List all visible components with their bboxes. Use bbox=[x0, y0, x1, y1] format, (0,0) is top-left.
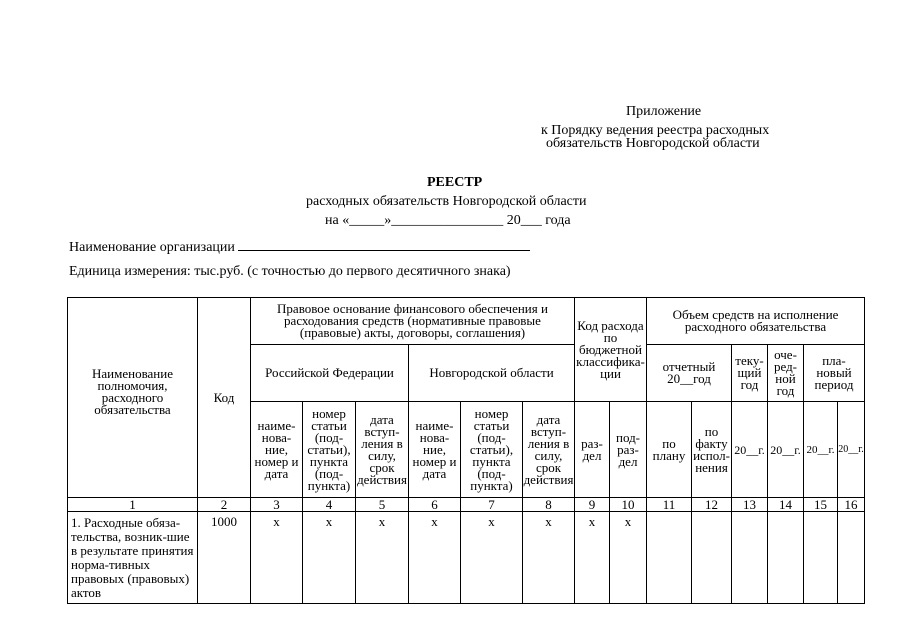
header-subsection: под-раз-дел bbox=[610, 402, 647, 498]
column-number: 6 bbox=[409, 498, 461, 512]
column-number: 10 bbox=[610, 498, 647, 512]
column-numbers-row bbox=[68, 498, 865, 512]
header-current-year: теку-щий год bbox=[732, 345, 768, 402]
row-cell-x: х bbox=[461, 512, 523, 604]
row-cell-x: х bbox=[356, 512, 409, 604]
registry-table bbox=[67, 297, 865, 604]
column-number: 14 bbox=[768, 498, 804, 512]
column-number: 11 bbox=[647, 498, 692, 512]
row-cell-x: х bbox=[575, 512, 610, 604]
column-number: 13 bbox=[732, 498, 768, 512]
row-code: 1000 bbox=[198, 512, 251, 604]
appendix-title: Приложение bbox=[626, 104, 702, 119]
column-number: 2 bbox=[198, 498, 251, 512]
column-number: 3 bbox=[251, 498, 303, 512]
header-novgorod-region: Новгородской области bbox=[409, 345, 575, 402]
header-budget-code: Код расхода по бюджетной классифика-ции bbox=[575, 298, 647, 402]
column-number: 9 bbox=[575, 498, 610, 512]
row-cell-x: х bbox=[251, 512, 303, 604]
column-number: 4 bbox=[303, 498, 356, 512]
table-row bbox=[68, 512, 865, 604]
document-title: РЕЕСТР bbox=[427, 175, 483, 190]
header-year-15: 20__г. bbox=[804, 402, 838, 498]
header-reporting-year: отчетный 20__год bbox=[647, 345, 732, 402]
row-cell-x: х bbox=[610, 512, 647, 604]
header-volume: Объем средств на исполнение расходного обязательства bbox=[647, 298, 865, 345]
header-act-name-rf: наиме-нова-ние, номер и дата bbox=[251, 402, 303, 498]
header-article-nov: номер статьи (под-статьи), пункта (под-пункта) bbox=[461, 402, 523, 498]
column-number: 8 bbox=[523, 498, 575, 512]
column-number: 7 bbox=[461, 498, 523, 512]
header-by-plan: по плану bbox=[647, 402, 692, 498]
unit-line: Единица измерения: тыс.руб. (с точностью до первого десятичного знака) bbox=[69, 264, 511, 279]
header-section: раз-дел bbox=[575, 402, 610, 498]
header-code: Код bbox=[198, 298, 251, 498]
row-cell-empty bbox=[647, 512, 692, 604]
column-number: 1 bbox=[68, 498, 198, 512]
row-cell-empty bbox=[692, 512, 732, 604]
header-act-name-nov: наиме-нова-ние, номер и дата bbox=[409, 402, 461, 498]
row-cell-empty bbox=[804, 512, 838, 604]
organization-line bbox=[69, 238, 530, 256]
header-russian-federation: Российской Федерации bbox=[251, 345, 409, 402]
row-cell-empty bbox=[838, 512, 865, 604]
header-year-14: 20__г. bbox=[768, 402, 804, 498]
appendix-line-3: обязательств Новгородской области bbox=[546, 136, 760, 151]
row-name: 1. Расходные обяза-тельства, возник-шие в результате принятия норма-тивных правовых (правовых) актов bbox=[68, 512, 198, 604]
appendix-line-2: к Порядку ведения реестра расходных bbox=[541, 123, 770, 138]
row-cell-x: х bbox=[409, 512, 461, 604]
header-name: Наименование полномочия, расходного обязательства bbox=[68, 298, 198, 498]
header-article-rf: номер статьи (под-статьи), пункта (под-пункта) bbox=[303, 402, 356, 498]
header-by-fact: по факту испол-нения bbox=[692, 402, 732, 498]
row-cell-empty bbox=[732, 512, 768, 604]
row-cell-x: х bbox=[523, 512, 575, 604]
header-effective-date-nov: дата вступ-ления в силу, срок действия bbox=[523, 402, 575, 498]
column-number: 15 bbox=[804, 498, 838, 512]
column-number: 12 bbox=[692, 498, 732, 512]
header-next-year: оче-ред-ной год bbox=[768, 345, 804, 402]
column-number: 5 bbox=[356, 498, 409, 512]
header-planned-period: пла-новый период bbox=[804, 345, 865, 402]
organization-label: Наименование организации bbox=[69, 240, 235, 255]
header-legal-basis: Правовое основание финансового обеспечения и расходования средств (нормативные правовые (правовые) акты, договоры, соглашения) bbox=[251, 298, 575, 345]
date-line: на «_____»________________ 20___ года bbox=[325, 213, 571, 228]
column-number: 16 bbox=[838, 498, 865, 512]
document-subtitle: расходных обязательств Новгородской области bbox=[306, 194, 587, 209]
row-cell-empty bbox=[768, 512, 804, 604]
header-year-16: 20__г. bbox=[838, 402, 865, 498]
organization-blank-field bbox=[238, 238, 530, 251]
header-year-13: 20__г. bbox=[732, 402, 768, 498]
header-effective-date-rf: дата вступ-ления в силу, срок действия bbox=[356, 402, 409, 498]
row-cell-x: х bbox=[303, 512, 356, 604]
